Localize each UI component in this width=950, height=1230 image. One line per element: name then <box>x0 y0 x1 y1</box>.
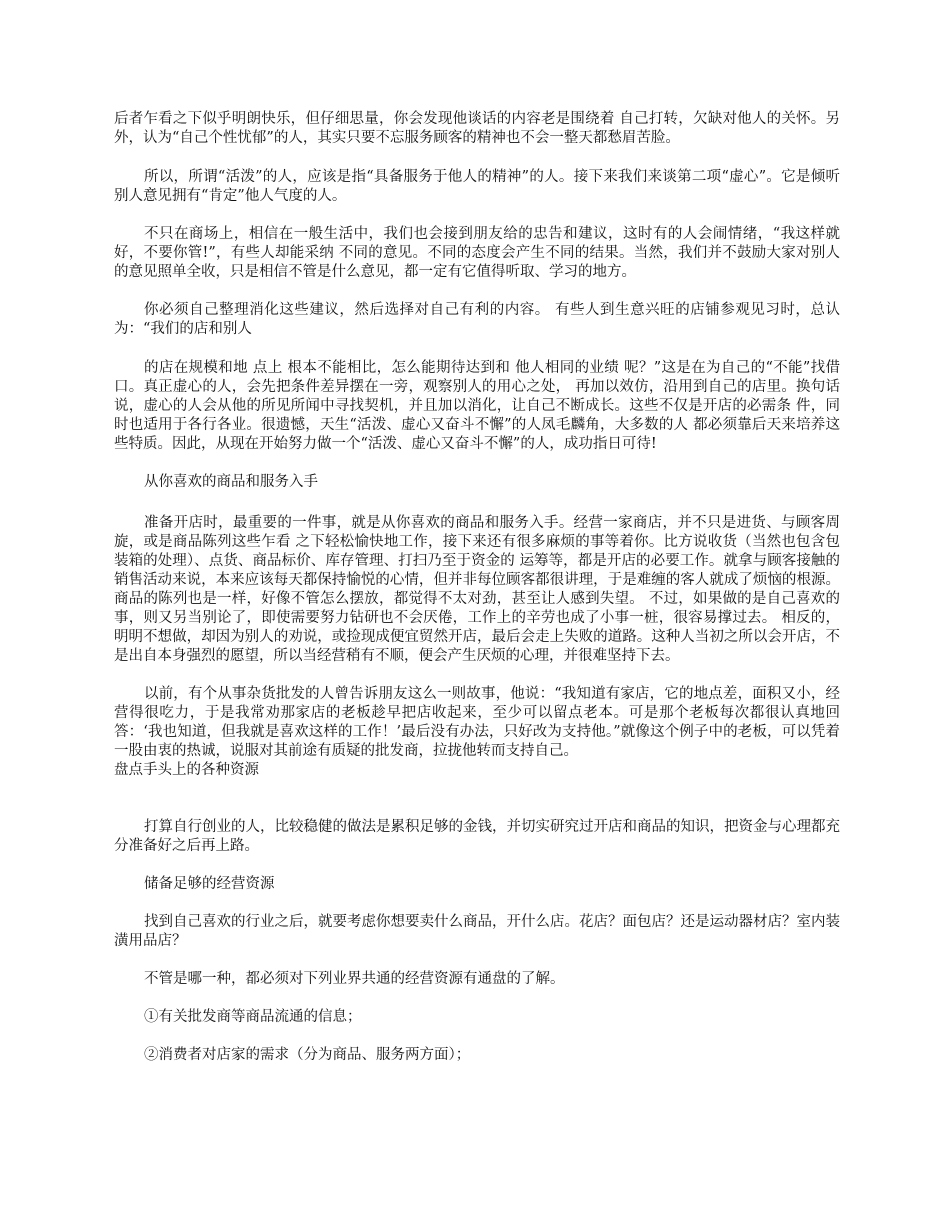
paragraph-startup: 打算自行创业的人，比较稳健的做法是累积足够的金钱，并切实研究过开店和商品的知识，把资金与心理都充分准备好之后再上路。 <box>114 819 840 854</box>
paragraph-choose: 找到自己喜欢的行业之后，就要考虑你想要卖什么商品，开什么店。花店？面包店？还是运动器材店？室内装潢用品店？ <box>114 914 840 949</box>
paragraph-prepare: 准备开店时，最重要的一件事，就是从你喜欢的商品和服务入手。经营一家商店，并不只是进货、与顾客周旋，或是商品陈列这些乍看 之下轻松愉快地工作，接下来还有很多麻烦的事等着你。比方说收货（当然也包含包装箱的处理）、点货、商品标价、库存管理、打扫乃至于资金的 运筹等，都是开店的必要工作。就拿与顾客接触的销售活动来说，本来应该每天都保持愉悦的心情，但并非每位顾客都很讲理，于是难缠的客人就成了烦恼的根源。商品的陈列也是一样，好像不管怎么摆放，都觉得不太对劲，甚至让人感到失望。 不过，如果做的是自己喜欢的事，则又另当别论了，即使需要努力钻研也不会厌倦，工作上的辛劳也成了小事一桩，很容易撑过去。 相反的，明明不想做，却因为别人的劝说，或捡现成便宜贸然开店，最后会走上失败的道路。这种人当初之所以会开店，不是出自本身强烈的愿望，所以当经营稍有不顺，便会产生厌烦的心理，并很难坚持下去。 <box>114 515 840 664</box>
list-item-2: ②消费者对店家的需求（分为商品、服务两方面）； <box>144 1047 471 1063</box>
paragraph-intro: 后者乍看之下似乎明朗快乐，但仔细思量，你会发现他谈话的内容老是围绕着 自己打转，欠缺对他人的关怀。另外，认为“自己个性忧郁”的人，其实只要不忘服务顾客的精神也不会一整天都愁眉苦脸。 <box>114 111 840 146</box>
paragraph-lively: 所以，所谓“活泼”的人，应该是指“具备服务于他人的精神”的人。接下来我们来谈第二项“虚心”。它是倾听别人意见拥有“肯定”他人气度的人。 <box>114 169 840 204</box>
section-heading-favorite: 从你喜欢的商品和服务入手 <box>144 474 318 490</box>
paragraph-humble: 的店在规模和地 点上 根本不能相比，怎么能期待达到和 他人相同的业绩 呢？”这是在为自己的“不能”找借口。真正虚心的人，会先把条件差异摆在一旁，观察别人的用心之处， 再加以效仿，沿用到自己的店里。换句话说，虚心的人会从他的所见所闻中寻找契机，并且加以消化，让自己不断成长。这些不仅是开店的必需条 件，同时也适用于各行各业。很遗憾，天生“活泼、虚心又奋斗不懈”的人凤毛麟角，大多数的人 都必须靠后天来培养这些特质。因此，从现在开始努力做一个“活泼、虚心又奋斗不懈”的人，成功指日可待! <box>114 360 840 452</box>
section-heading-reserve: 储备足够的经营资源 <box>144 876 275 892</box>
paragraph-digest: 你必须自己整理消化这些建议，然后选择对自己有利的内容。 有些人到生意兴旺的店铺参观见习时，总认为：“我们的店和别人 <box>114 302 840 337</box>
section-heading-resources: 盘点手头上的各种资源 <box>114 762 259 778</box>
paragraph-common: 不管是哪一种，都必须对下列业界共通的经营资源有通盘的了解。 <box>144 971 565 987</box>
document-page <box>114 110 840 1065</box>
paragraph-story: 以前，有个从事杂货批发的人曾告诉朋友这么一则故事，他说：“我知道有家店，它的地点差，面积又小，经营得很吃力，于是我常劝那家店的老板趁早把店收起来，至少可以留点老本。可是那个老板每次都很认真地回答：‘我也知道，但我就是喜欢这样的工作！’最后没有办法，只好改为支持他。”就像这个例子中的老板，可以凭着一股由衷的热诚，说服对其前途有质疑的批发商，拉拢他转而支持自己。 <box>114 686 840 759</box>
list-item-1: ①有关批发商等商品流通的信息； <box>144 1009 362 1025</box>
paragraph-advice: 不只在商场上，相信在一般生活中，我们也会接到朋友给的忠告和建议，这时有的人会闹情绪，“我这样就好，不要你管!”，有些人却能采纳 不同的意见。不同的态度会产生不同的结果。当然，我们并不鼓励大家对别人的意见照单全收，只是相信不管是什么意见，都一定有它值得听取、学习的地方。 <box>114 226 840 280</box>
